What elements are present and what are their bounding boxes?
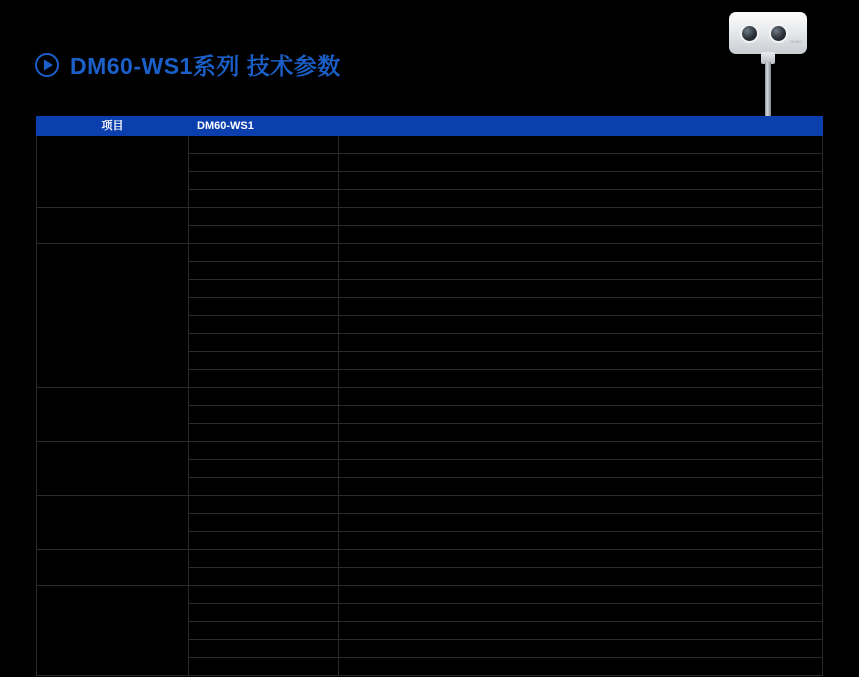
spec-group-cell (37, 442, 189, 496)
spec-key-cell (189, 208, 339, 226)
table-row (37, 496, 823, 514)
spec-key-cell (189, 532, 339, 550)
spec-key-cell (189, 424, 339, 442)
spec-value-cell (339, 334, 823, 352)
spec-value-cell (339, 568, 823, 586)
spec-key-cell (189, 244, 339, 262)
spec-value-cell (339, 226, 823, 244)
spec-group-cell (37, 208, 189, 244)
table-row (37, 442, 823, 460)
spec-value-cell (339, 460, 823, 478)
spec-value-cell (339, 622, 823, 640)
spec-key-cell (189, 604, 339, 622)
spec-key-cell (189, 334, 339, 352)
spec-key-cell (189, 640, 339, 658)
spec-key-cell (189, 136, 339, 154)
table-row (37, 208, 823, 226)
spec-value-cell (339, 352, 823, 370)
spec-key-cell (189, 154, 339, 172)
spec-key-cell (189, 496, 339, 514)
spec-key-cell (189, 280, 339, 298)
spec-value-cell (339, 298, 823, 316)
spec-key-cell (189, 388, 339, 406)
spec-key-cell (189, 568, 339, 586)
spec-key-cell (189, 460, 339, 478)
spec-group-cell (37, 586, 189, 676)
spec-key-cell (189, 586, 339, 604)
spec-key-cell (189, 172, 339, 190)
spec-group-cell (37, 388, 189, 442)
spec-value-cell (339, 388, 823, 406)
spec-group-cell (37, 550, 189, 586)
spec-value-cell (339, 640, 823, 658)
spec-value-cell (339, 496, 823, 514)
page-title-text: DM60-WS1系列 技术参数 (70, 53, 341, 79)
spec-value-cell (339, 244, 823, 262)
spec-key-cell (189, 478, 339, 496)
camera-lens-left (740, 24, 759, 43)
spec-table (36, 116, 823, 676)
spec-value-cell (339, 136, 823, 154)
table-row (37, 136, 823, 154)
camera-brand-label: DM60 (790, 39, 802, 44)
table-header-row (37, 117, 823, 136)
spec-key-cell (189, 658, 339, 676)
spec-value-cell (339, 550, 823, 568)
spec-value-cell (339, 532, 823, 550)
spec-key-cell (189, 352, 339, 370)
dual-lens-camera-illustration (721, 4, 831, 124)
camera-pole (765, 62, 771, 120)
spec-key-cell (189, 226, 339, 244)
spec-value-cell (339, 442, 823, 460)
spec-value-cell (339, 658, 823, 676)
play-circle-icon (34, 52, 60, 78)
spec-key-cell (189, 406, 339, 424)
header-model: DM60-WS1 (189, 117, 823, 136)
spec-key-cell (189, 190, 339, 208)
spec-group-cell (37, 496, 189, 550)
spec-key-cell (189, 316, 339, 334)
spec-value-cell (339, 316, 823, 334)
spec-value-cell (339, 190, 823, 208)
table-body (37, 136, 823, 676)
spec-key-cell (189, 622, 339, 640)
spec-key-cell (189, 298, 339, 316)
spec-value-cell (339, 424, 823, 442)
spec-value-cell (339, 208, 823, 226)
spec-value-cell (339, 280, 823, 298)
spec-value-cell (339, 604, 823, 622)
spec-value-cell (339, 478, 823, 496)
spec-value-cell (339, 514, 823, 532)
spec-value-cell (339, 586, 823, 604)
spec-value-cell (339, 370, 823, 388)
spec-value-cell (339, 406, 823, 424)
spec-value-cell (339, 172, 823, 190)
spec-group-cell (37, 244, 189, 388)
spec-key-cell (189, 514, 339, 532)
spec-value-cell (339, 262, 823, 280)
table-row (37, 388, 823, 406)
spec-key-cell (189, 442, 339, 460)
table-row (37, 586, 823, 604)
spec-key-cell (189, 370, 339, 388)
camera-body (729, 12, 807, 54)
spec-key-cell (189, 262, 339, 280)
table-row (37, 244, 823, 262)
header-item: 项目 (37, 117, 189, 136)
spec-group-cell (37, 136, 189, 208)
spec-key-cell (189, 550, 339, 568)
camera-lens-right (769, 24, 788, 43)
page-title (34, 48, 341, 81)
table-row (37, 550, 823, 568)
spec-value-cell (339, 154, 823, 172)
